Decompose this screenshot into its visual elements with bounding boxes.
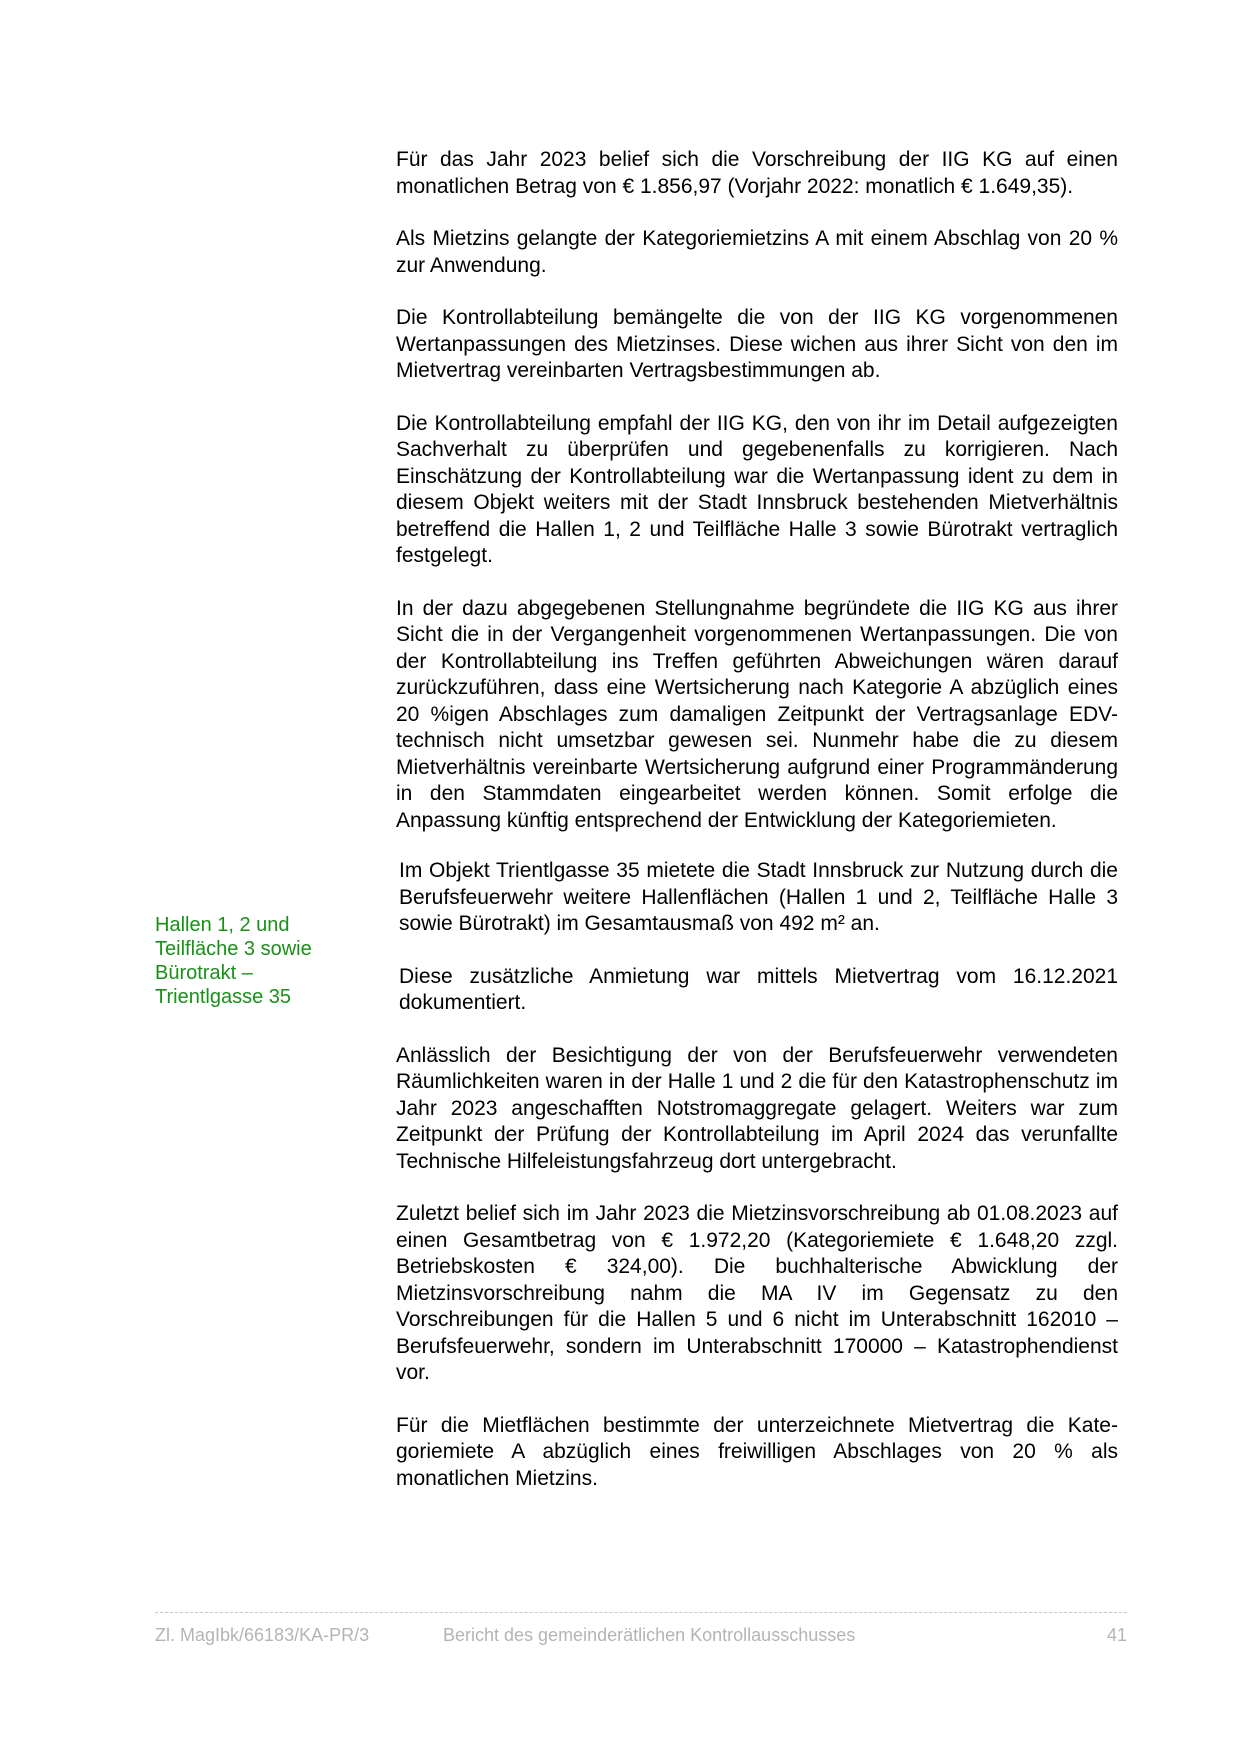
- page-footer: [155, 1622, 1127, 1648]
- margin-note-line: Hallen 1, 2 und: [155, 914, 290, 936]
- paragraph-bemaengelung: Die Kontrollabteilung bemängelte die von der IIG KG vorgenommenen Wertanpassungen des Mietzinses. Diese wichen aus ihrer Sicht von den im Mietvertrag vereinbarten Vertragsbestimmungen ab.: [396, 306, 1118, 382]
- paragraph-objekt-trientlgasse: Im Objekt Trientlgasse 35 mietete die Stadt Innsbruck zur Nutzung durch die Berufsfeuerwehr weitere Hallenflächen (Hallen 1 und 2, Teilfläche Halle 3 sowie Bürotrakt) im Gesamtausmaß von 492 m² an.: [399, 859, 1118, 935]
- margin-note-line: Trientlgasse 35: [155, 986, 291, 1008]
- footer-reference: Zl. MagIbk/66183/KA-PR/3: [155, 1625, 370, 1645]
- footer-divider: [155, 1612, 1127, 1613]
- page-number: 41: [1106, 1625, 1127, 1645]
- paragraph-anmietung: Diese zusätzliche Anmietung war mittels Mietvertrag vom 16.12.2021 dokumentiert.: [399, 964, 1118, 1014]
- paragraph-empfehlung: Die Kontrollabteilung empfahl der IIG KG, den von ihr im Detail aufgezeigten Sachverhalt zu überprüfen und gegebenenfalls zu korrigieren. Nach Einschätzung der Kontrollabteilung war die Wertanpassung ident zu dem in diesem Objekt weiters mit der Stadt Innsbruck bestehenden Mietverhältnis betreffend die Hallen 1, 2 und Teilfläche Halle 3 sowie Bürotrakt vertraglich festgelegt.: [396, 411, 1118, 567]
- footer-title: Bericht des gemeinderätlichen Kontrollausschusses: [443, 1625, 856, 1645]
- margin-note-line: Bürotrakt –: [155, 962, 253, 984]
- paragraph-vorschreibung-2023: Für das Jahr 2023 belief sich die Vorschreibung der IIG KG auf einen monatlichen Betrag von € 1.856,97 (Vorjahr 2022: monatlich € 1.649,35).: [396, 148, 1118, 198]
- main-text-column: [396, 147, 1118, 1492]
- margin-note-hallen: [155, 913, 355, 1009]
- paragraph-stellungnahme: In der dazu abgegebenen Stellungnahme begründete die IIG KG aus ihrer Sicht die in der Vergangenheit vorgenommenen Wertanpassungen. Die von der Kontrollabteilung ins Treffen geführten Abweichungen wären darauf zurückzuführen, dass eine Wertsicherung nach Kategorie A abzüglich eines 20 %igen Abschlages zum damaligen Zeitpunkt der Vertragsanlage EDV-technisch nicht umsetzbar gewesen sei. Nunmehr habe die zu diesem Mietverhältnis vereinbarte Wertsicherung aufgrund einer Programmänderung in den Stammdaten eingearbeitet werden können. Somit erfolge die Anpassung künftig entsprechend der Entwicklung der Kategoriemieten.: [396, 596, 1118, 832]
- margin-note-line: Teilfläche 3 sowie: [155, 938, 312, 960]
- paragraph-besichtigung: Anlässlich der Besichtigung der von der Berufsfeuerwehr verwendeten Räumlichkeiten waren in der Halle 1 und 2 die für den Katastrophenschutz im Jahr 2023 angeschafften Notstromaggregate gelagert. Weiters war zum Zeitpunkt der Prüfung der Kontrollabteilung im April 2024 das verunfallte Technische Hilfeleistungsfahrzeug dort untergebracht.: [396, 1043, 1118, 1173]
- paragraph-mietflaechen: Für die Mietflächen bestimmte der unterzeichnete Mietvertrag die Kategoriemiete A abzüglich eines freiwilligen Abschlages von 20 % als monatlichen Mietzins.: [396, 1413, 1118, 1490]
- paragraph-mietzins-kategorie: Als Mietzins gelangte der Kategoriemietzins A mit einem Abschlag von 20 % zur Anwendung.: [396, 227, 1118, 277]
- paragraph-mietzinsvorschreibung: Zuletzt belief sich im Jahr 2023 die Mietzinsvorschreibung ab 01.08.2023 auf einen Gesamtbetrag von € 1.972,20 (Kategoriemiete € 1.648,20 zzgl. Betriebskosten € 324,00). Die buchhalterische Abwicklung der Mietzinsvorschreibung nahm die MA IV im Gegensatz zu den Vorschreibungen für die Hallen 5 und 6 nicht im Unterabschnitt 162010 – Berufsfeuerwehr, sondern im Unterabschnitt 170000 – Katastrophendienst vor.: [396, 1202, 1118, 1384]
